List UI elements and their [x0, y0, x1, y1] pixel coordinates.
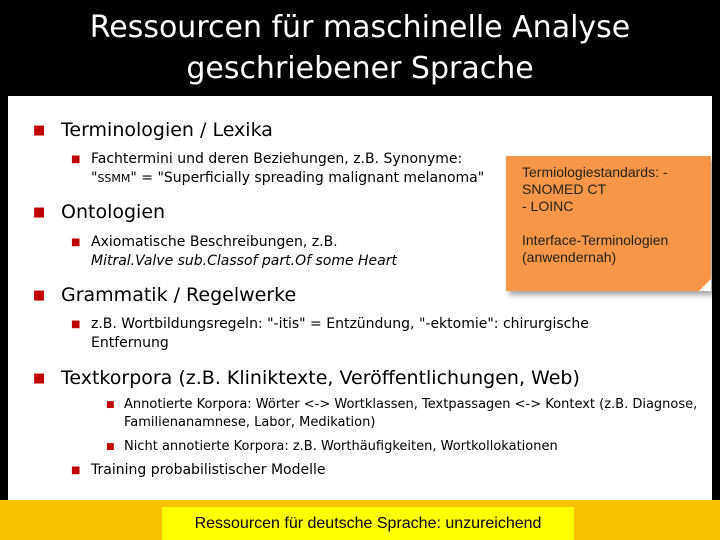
bullet-text: Training probabilistischer Modelle — [91, 462, 326, 478]
bullet-text-line-2: Mitral.Valve sub.Classof part.Of some Heart — [91, 253, 397, 269]
bullet-text: Terminologien / Lexika — [61, 119, 273, 141]
note-spacer — [522, 215, 701, 232]
square-bullet-icon: ■ — [71, 154, 81, 165]
quote-open: " — [91, 170, 98, 186]
bullet-text-line-2: Entfernung — [91, 335, 169, 351]
note-corner-fold — [699, 279, 711, 291]
square-bullet-icon: ■ — [71, 319, 81, 330]
bullet-terminologien — [33, 119, 273, 141]
note-line-3: - LOINC — [522, 198, 574, 214]
bullet-training — [71, 461, 491, 480]
title-line-1: Ressourcen für maschinelle Analyse — [89, 10, 631, 45]
bullet-ontologien — [33, 201, 166, 223]
bullet-text: Nicht annotierte Korpora: z.B. Worthäufigkeiten, Wortkollokationen — [124, 439, 558, 454]
bullet-text: Textkorpora (z.B. Kliniktexte, Veröffentlichungen, Web) — [61, 367, 580, 389]
square-bullet-icon: ■ — [106, 442, 115, 452]
bullet-text-line-1: z.B. Wortbildungsregeln: "-itis" = Entzündung, "-ektomie": chirurgische — [91, 316, 589, 332]
bullet-text: Grammatik / Regelwerke — [61, 284, 297, 306]
bullet-text-line-1: Fachtermini und deren Beziehungen, z.B. Synonyme: — [91, 151, 463, 167]
slide-title — [0, 0, 720, 94]
square-bullet-icon: ■ — [33, 205, 46, 220]
note-line-5: (anwendernah) — [522, 249, 617, 265]
bullet-textkorpora — [33, 367, 580, 389]
abbrev-ssmm: SSMM — [97, 172, 131, 185]
bullet-text-line-1: Axiomatische Beschreibungen, z.B. — [91, 234, 338, 250]
square-bullet-icon: ■ — [71, 237, 81, 248]
square-bullet-icon: ■ — [33, 123, 46, 138]
bullet-text-line-2: Familienanamnese, Labor, Medikation) — [124, 415, 376, 430]
square-bullet-icon: ■ — [71, 465, 81, 476]
title-line-2: geschriebener Sprache — [186, 51, 534, 86]
square-bullet-icon: ■ — [106, 400, 115, 410]
bullet-grammatik — [33, 284, 297, 306]
note-line-1: Termiologiestandards: - — [522, 164, 668, 180]
note-line-4: Interface-Terminologien — [522, 232, 669, 248]
bullet-fachtermini — [71, 150, 511, 188]
bullet-axiom — [71, 233, 491, 271]
square-bullet-icon: ■ — [33, 371, 46, 386]
bullet-annotiert — [106, 396, 710, 432]
quote-rest: " = "Superficially spreading malignant melanoma" — [130, 170, 485, 186]
sticky-note — [506, 156, 711, 291]
square-bullet-icon: ■ — [33, 288, 46, 303]
bullet-text: Ontologien — [61, 201, 166, 223]
footer-text: Ressourcen für deutsche Sprache: unzureichend — [162, 507, 574, 540]
bullet-text-line-1: Annotierte Korpora: Wörter <-> Wortklassen, Textpassagen <-> Kontext (z.B. Diagnose, — [124, 397, 698, 412]
bullet-wortbildung — [71, 315, 651, 353]
note-line-2: SNOMED CT — [522, 181, 606, 197]
bullet-text-line-2 — [91, 169, 511, 188]
bullet-nicht-annotiert — [106, 438, 710, 456]
